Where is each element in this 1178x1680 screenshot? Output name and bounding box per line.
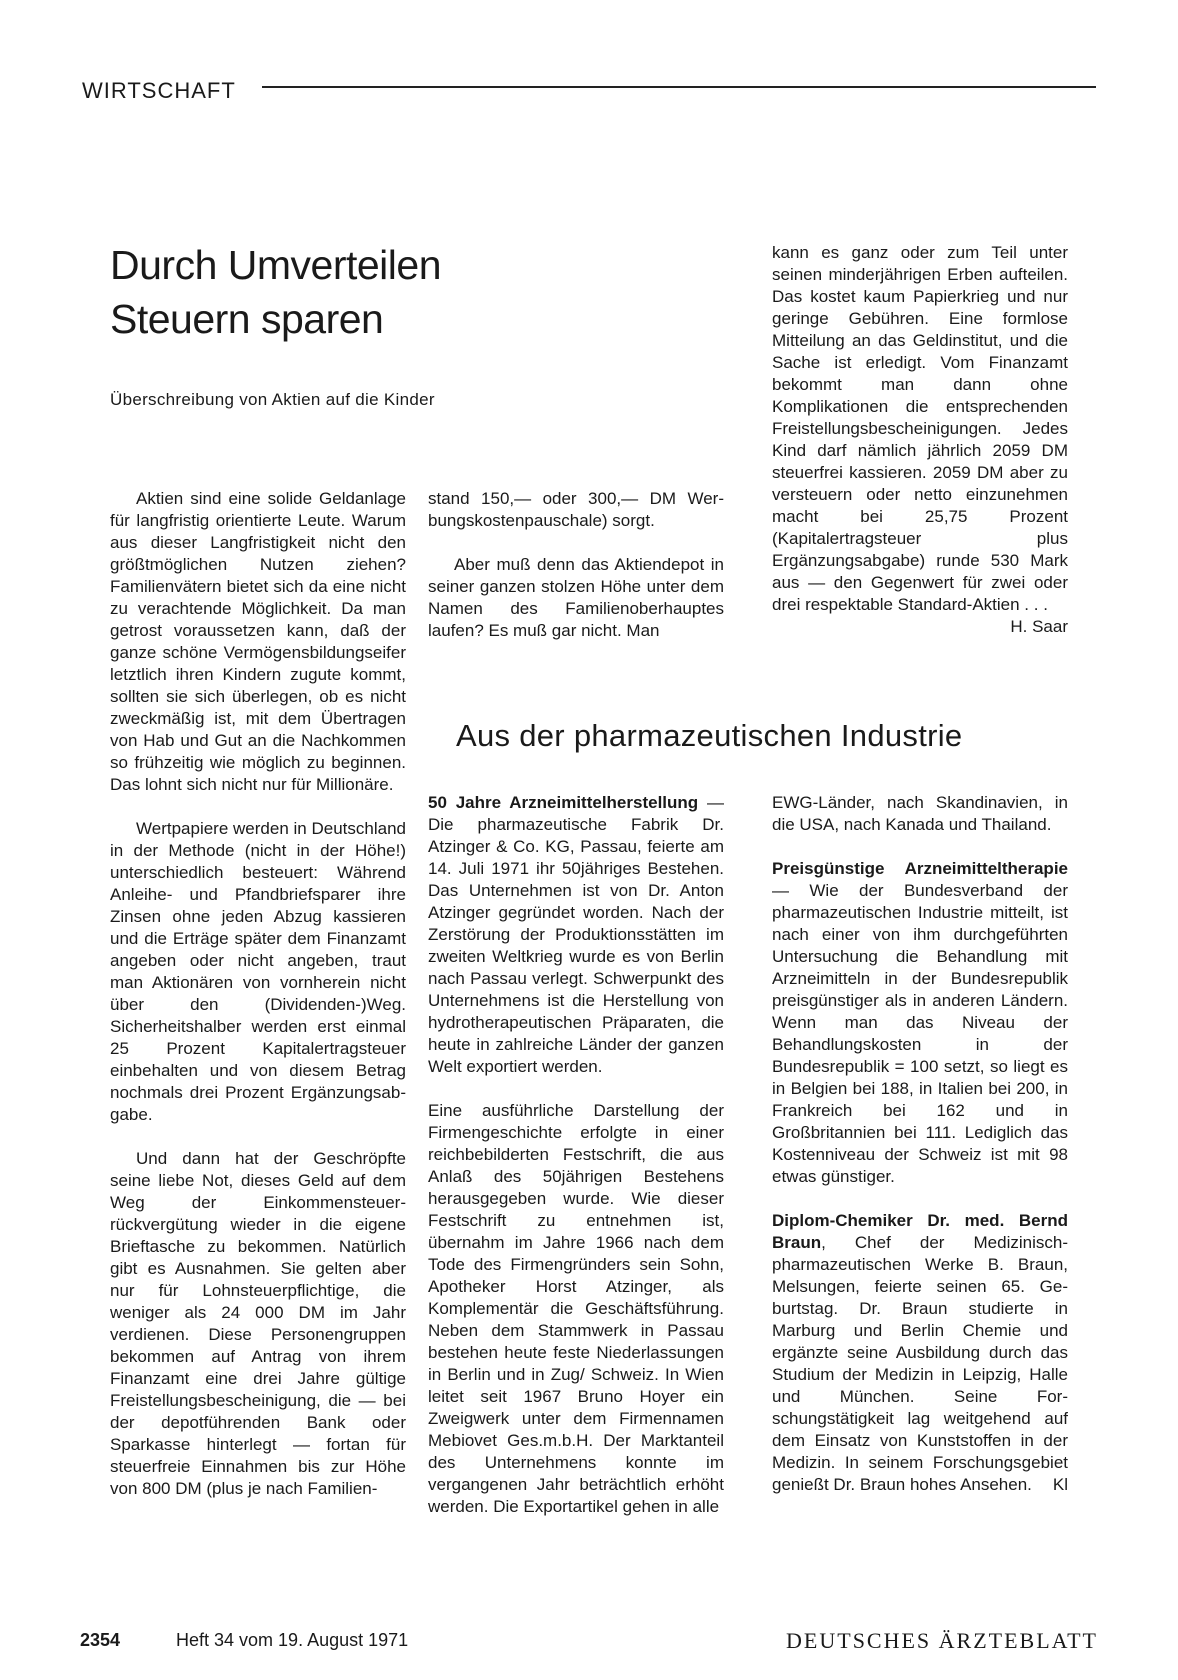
article2-headline: Aus der pharmazeutischen Industrie (456, 718, 963, 753)
article1-column-1 (110, 488, 406, 1500)
paragraph-text: — Die pharmazeutische Fabrik Dr. Atzinger & Co. KG, Passau, feierte am 14. Juli 1971 ihr 50jähriges Bestehen. Das Unternehmen ist von Dr. Anton Atzinger gegründet worden. Nach der Zerstörung der Produktionsstätten im zweiten Weltkrieg wurde es von Berlin nach Passau verlegt. Schwerpunkt des Unternehmens ist die Herstellung von hydrotherapeutischen Präparaten, die heute in zahlreiche Länder der ganzen Welt exportiert werden. (428, 793, 724, 1076)
article1-column-2 (428, 488, 724, 642)
paragraph-lead: Preisgünstige Arzneimitteltherapie (772, 859, 1068, 878)
paragraph (772, 1210, 1068, 1496)
paragraph-text: — Wie der Bundesverband der pharmazeutischen Industrie mitteilt, ist nach einer von ihm durchgeführten Untersuchung die Behandlung mit Arzneimitteln in der Bundesrepublik preisgünstiger als in anderen Ländern. Wenn man das Niveau der Behandlungskosten in der Bundesrepublik = 100 setzt, so liegt es in Belgien bei 188, in Italien bei 200, in Frankreich bei 162 und in Großbritannien bei 111. Lediglich das Kostenniveau der Schweiz ist mit 98 etwas günstiger. (772, 881, 1068, 1186)
paragraph-lead: Diplom-Chemiker Dr. med. Bernd Braun (772, 1211, 1068, 1252)
paragraph-text: , Chef der Medizinischpharmazeutischen Werke B. Braun, Melsungen, feierte seinen 65. Geburtstag. Dr. Braun studierte in Marburg und Berlin Chemie und ergänzte seine Ausbildung durch das Studium der Medizin in Leipzig, Halle und München. Seine Forschungstätigkeit lag weitgehend auf dem Einsatz von Kunststoffen in der Medizin. In seinem Forschungsgebiet genießt Dr. Braun hohes Ansehen. (772, 1233, 1068, 1494)
issue-info: Heft 34 vom 19. August 1971 (176, 1630, 409, 1650)
publication-name: DEUTSCHES ÄRZTEBLATT (786, 1628, 1098, 1653)
paragraph-text: kann es ganz oder zum Teil unter seinen minderjährigen Erben aufteilen. Das kostet kaum Papierkrieg und nur geringe Gebühren. Eine formlose Mitteilung an das Geldinstitut, und die Sache ist erledigt. Vom Finanzamt bekommt man dann ohne Komplikationen die entsprechenden Freistellungsbescheinigungen. Jedes Kind darf nämlich jährlich 2059 DM steuerfrei kassieren. 2059 DM aber zu versteuern oder netto einzunehmen macht bei 25,75 Prozent (Kapitalertragsteuer plus Ergänzungsabgabe) runde 530 Mark aus — den Gegenwert für zwei oder drei respektable Standard-Aktien . . . (772, 243, 1068, 614)
page-number: 2354 (80, 1630, 121, 1650)
article-subheadline: Überschreibung von Aktien auf die Kinder (110, 390, 435, 409)
paragraph (428, 792, 724, 1078)
article2-column-2 (428, 792, 724, 1518)
paragraph: Aktien sind eine solide Geldanlage für langfristig orientierte Leute. Warum aus dieser Langfristigkeit nicht den größtmöglichen Nutzen ziehen? Familienvätern bietet sich da eine nicht zu verachtende Möglichkeit. Da man getrost voraussetzen kann, daß der ganze schöne Vermögensbildungseifer letztlich ihren Kindern zugute kommt, sollten sie sich überlegen, ob es nicht zweckmäßig ist, mit dem Übertragen von Hab und Gut an die Nachkommen so frühzeitig wie möglich zu beginnen. Das lohnt sich nicht nur für Millionäre. (110, 489, 406, 794)
paragraph-text: Eine ausführliche Darstellung der Firmengeschichte erfolgte in einer reichbebilderten Festschrift, die aus Anlaß des 50jährigen Bestehens herausgegeben wurde. Wie dieser Festschrift zu entnehmen ist, übernahm im Jahre 1966 nach dem Tode des Firmengründers sein Sohn, Apotheker Horst Atzinger, als Komplementär die Geschäftsführung. Neben dem Stammwerk in Passau bestehen heute feste Niederlassungen in Berlin und in Zug/ Schweiz. In Wien leitet seit 1967 Bruno Hoyer ein Zweigwerk unter dem Firmennamen Mebiovet Ges.m.b.H. Der Marktanteil des Unternehmens konnte im vergangenen Jahr beträchtlich erhöht werden. Die Exportartikel gehen in alle (428, 1101, 724, 1516)
paragraph (772, 858, 1068, 1188)
paragraph: Aber muß denn das Aktiendepot in seiner ganzen stolzen Höhe unter dem Namen des Familienoberhauptes laufen? Es muß gar nicht. Man (428, 555, 724, 640)
author-signature: H. Saar (1010, 617, 1068, 636)
paragraph: Und dann hat der Geschröpfte seine liebe Not, dieses Geld auf dem Weg der Einkommensteuerrückvergütung wieder in die eigene Brieftasche zu bekommen. Natürlich gibt es Ausnahmen. Sie gelten aber nur für Lohnsteuerpflichtige, die weniger als 24 000 DM im Jahr verdienen. Diese Personengruppen bekommen auf Antrag von ihrem Finanzamt eine drei Jahre gültige Freistellungsbescheinigung, die — bei der depotführenden Bank oder Sparkasse hinterlegt — fortan für steuerfreie Einnahmen bis zur Höhe von 800 DM (plus je nach Familien- (110, 1149, 406, 1498)
article2-column-3 (772, 792, 1068, 1496)
headline-line-1: Durch Umverteilen (110, 242, 441, 288)
section-label: WIRTSCHAFT (82, 78, 236, 103)
article-headline (110, 238, 441, 346)
paragraph: stand 150,— oder 300,— DM Werbungskostenpauschale) sorgt. (428, 489, 724, 530)
paragraph-text: EWG-Länder, nach Skandinavien, in die USA, nach Kanada und Thailand. (772, 793, 1068, 834)
paragraph (428, 1100, 724, 1518)
headline-line-2: Steuern sparen (110, 296, 384, 342)
paragraph: Wertpapiere werden in Deutschland in der Methode (nicht in der Höhe!) unterschiedlich besteuert: Während Anleihe- und Pfandbriefsparer ihre Zinsen ohne jeden Abzug kassieren und die Erträge später dem Finanzamt angeben oder nicht angeben, traut man Aktionären von vornherein nicht über den (Dividenden-)Weg. Sicherheitshalber werden erst einmal 25 Prozent Kapitalertragsteuer einbehalten und von diesem Betrag nochmals drei Prozent Ergänzungsabgabe. (110, 819, 406, 1124)
author-signature: Kl (1052, 1475, 1068, 1494)
header-rule (262, 86, 1096, 88)
paragraph-lead: 50 Jahre Arzneimittelherstellung (428, 793, 699, 812)
article1-column-3 (772, 242, 1068, 638)
paragraph (772, 242, 1068, 636)
paragraph (772, 792, 1068, 836)
